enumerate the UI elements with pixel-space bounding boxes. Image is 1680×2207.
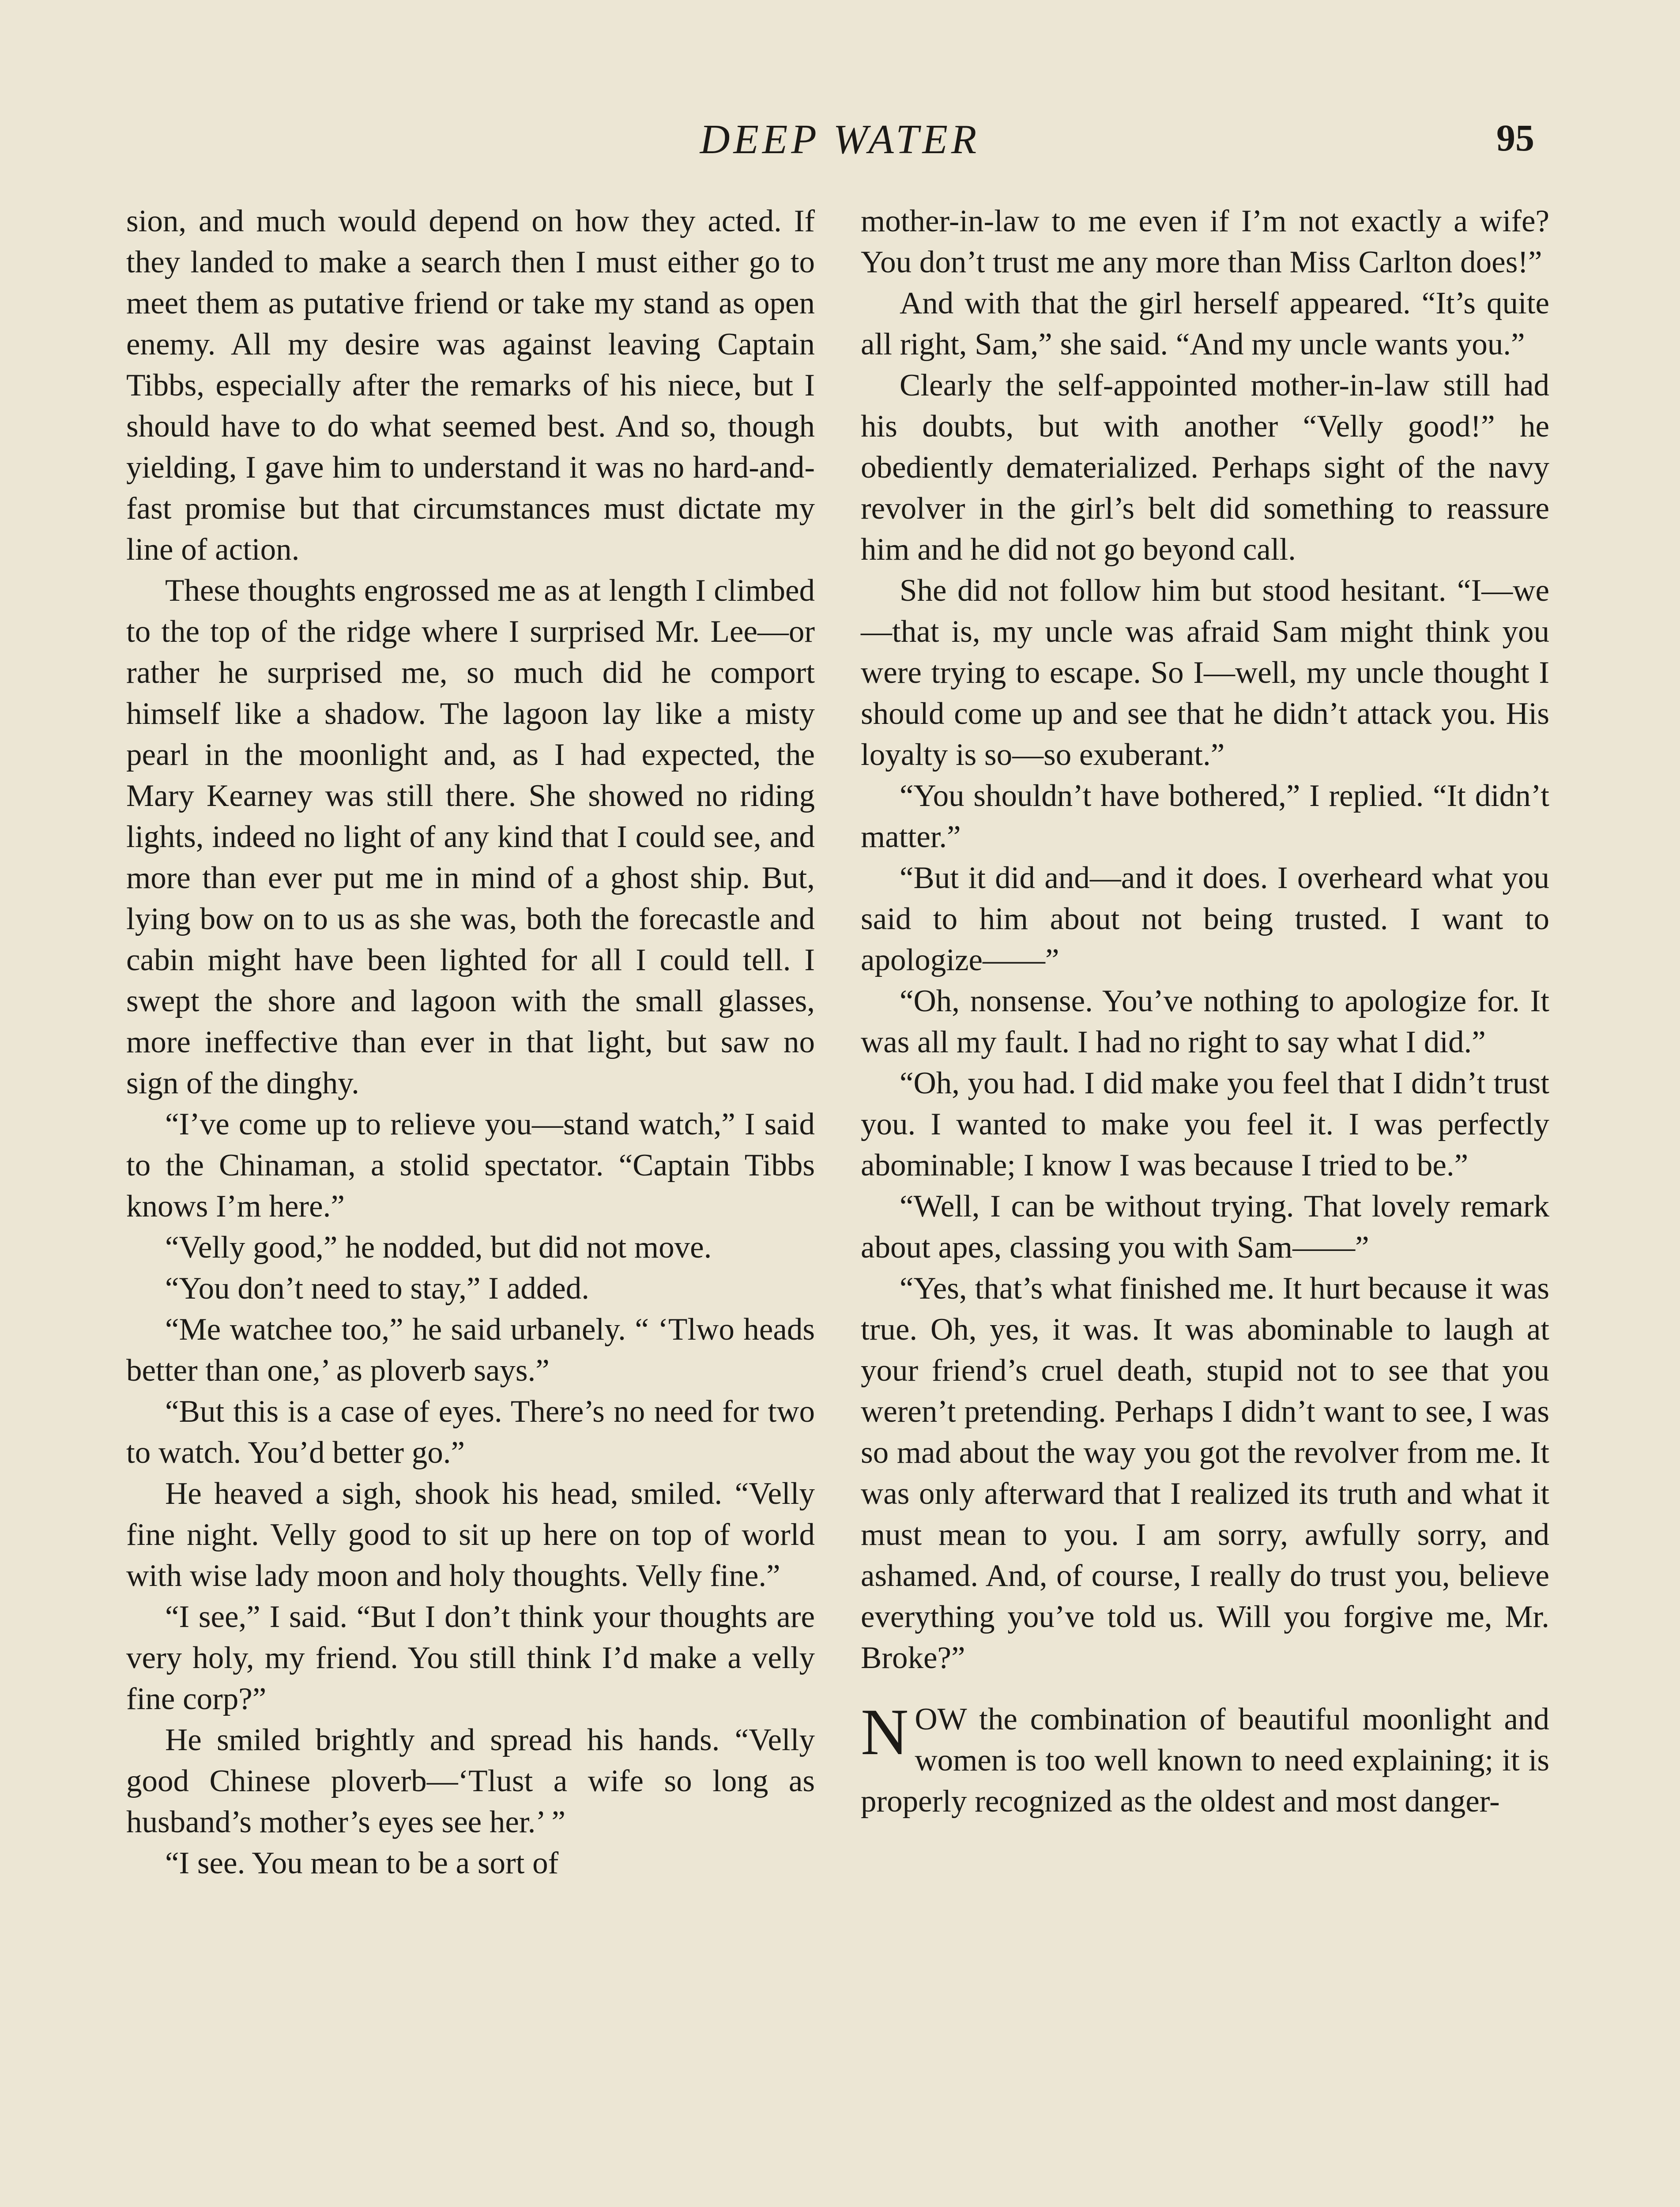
- section-text: OW the combination of beautiful moonlight and women is too well known to need explaining; it is properly recognized as the oldest and most danger-: [861, 1702, 1549, 1819]
- page-number: 95: [1496, 117, 1534, 159]
- paragraph: “You shouldn’t have bothered,” I replied. “It didn’t matter.”: [861, 779, 1549, 854]
- drop-cap: N: [861, 1695, 909, 1769]
- left-column: [126, 201, 815, 1884]
- paragraph: “Velly good,” he nodded, but did not move.: [165, 1230, 712, 1265]
- paragraph: “But it did and—and it does. I overheard what you said to him about not being trusted. I want to apologize——”: [861, 861, 1549, 977]
- paragraph: “But this is a case of eyes. There’s no need for two to watch. You’d better go.”: [126, 1394, 815, 1470]
- paragraph: “Yes, that’s what finished me. It hurt because it was true. Oh, yes, it was. It was abominable to laugh at your friend’s cruel death, stupid not to see that you weren’t pretending. Perhaps I didn’t want to see, I was so mad about the way you got the revolver from me. It was only afterward that I realized its truth and what it must mean to you. I am sorry, awfully sorry, and ashamed. And, of course, I really do trust you, believe everything you’ve told us. Will you forgive me, Mr. Broke?”: [861, 1271, 1549, 1675]
- right-column: [861, 201, 1549, 1822]
- paragraph: “Oh, you had. I did make you feel that I didn’t trust you. I wanted to make you feel it. I was perfectly abominable; I know I was because I tried to be.”: [861, 1066, 1549, 1183]
- paragraph: “Well, I can be without trying. That lovely remark about apes, classing you with Sam——”: [861, 1189, 1549, 1265]
- section-paragraph: [861, 1695, 1549, 1822]
- paragraph: “I see. You mean to be a sort of: [165, 1846, 559, 1880]
- paragraph: “Me watchee too,” he said urbanely. “ ‘Tlwo heads better than one,’ as ploverb says.”: [126, 1312, 815, 1388]
- paragraph: He heaved a sigh, shook his head, smiled. “Velly fine night. Velly good to sit up here on top of world with wise lady moon and holy thoughts. Velly fine.”: [126, 1476, 815, 1593]
- paragraph: He smiled brightly and spread his hands. “Velly good Chinese ploverb—‘Tlust a wife so long as husband’s mother’s eyes see her.’ ”: [126, 1723, 815, 1839]
- paragraph: “You don’t need to stay,” I added.: [165, 1271, 589, 1306]
- paragraph: “Oh, nonsense. You’ve nothing to apologize for. It was all my fault. I had no right to say what I did.”: [861, 984, 1549, 1059]
- paragraph: Clearly the self-appointed mother-in-law still had his doubts, but with another “Velly good!” he obediently dematerialized. Perhaps sight of the navy revolver in the girl’s belt did something to reassure him and he did not go beyond call.: [861, 368, 1549, 567]
- paragraph: mother-in-law to me even if I’m not exactly a wife? You don’t trust me any more than Miss Carlton does!”: [861, 204, 1549, 279]
- page-header: [128, 116, 1552, 164]
- paragraph: sion, and much would depend on how they acted. If they landed to make a search then I must either go to meet them as putative friend or take my stand as open enemy. All my desire was against leaving Captain Tibbs, especially after the remarks of his niece, but I should have to do what seemed best. And so, though yielding, I gave him to understand it was no hard-and-fast promise but that circumstances must dictate my line of action.: [126, 204, 815, 567]
- paragraph: She did not follow him but stood hesitant. “I—we—that is, my uncle was afraid Sam might think you were trying to escape. So I—well, my uncle thought I should come up and see that he didn’t attack you. His loyalty is so—so exuberant.”: [861, 573, 1549, 772]
- paragraph: And with that the girl herself appeared. “It’s quite all right, Sam,” she said. “And my uncle wants you.”: [861, 286, 1549, 362]
- running-title: DEEP WATER: [700, 117, 980, 162]
- paragraph: “I’ve come up to relieve you—stand watch,” I said to the Chinaman, a stolid spectator. “Captain Tibbs knows I’m here.”: [126, 1107, 815, 1224]
- paragraph: “I see,” I said. “But I don’t think your thoughts are very holy, my friend. You still think I’d make a velly fine corp?”: [126, 1600, 815, 1716]
- paragraph: These thoughts engrossed me as at length I climbed to the top of the ridge where I surprised Mr. Lee—or rather he surprised me, so much did he comport himself like a shadow. The lagoon lay like a misty pearl in the moonlight and, as I had expected, the Mary Kearney was still there. She showed no riding lights, indeed no light of any kind that I could see, and more than ever put me in mind of a ghost ship. But, lying bow on to us as she was, both the forecastle and cabin might have been lighted for all I could tell. I swept the shore and lagoon with the small glasses, more ineffective than ever in that light, but saw no sign of the dinghy.: [126, 573, 815, 1100]
